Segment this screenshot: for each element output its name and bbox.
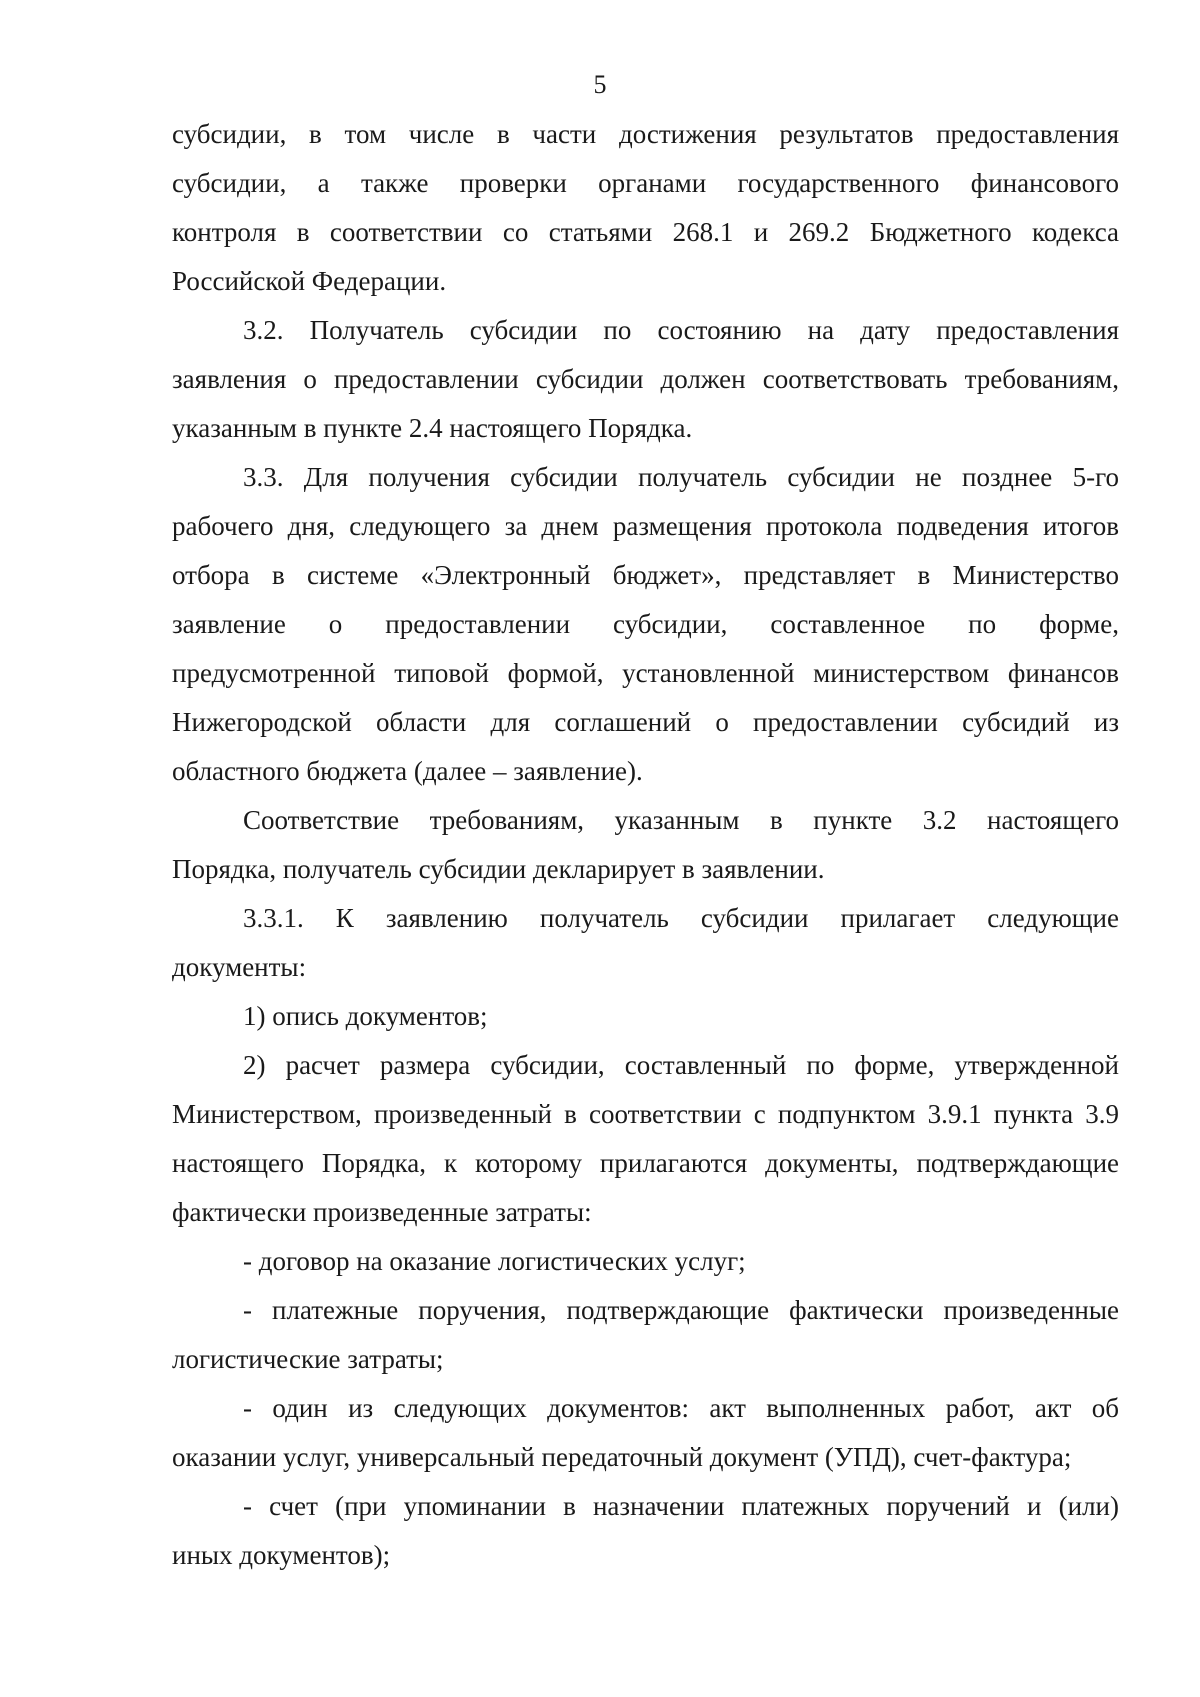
dash-item-payments bbox=[172, 1286, 1119, 1384]
text-line: отбора в системе «Электронный бюджет», представляет в Министерство bbox=[172, 560, 1119, 590]
paragraph-compliance bbox=[172, 796, 1119, 894]
text-line: субсидии, в том числе в части достижения результатов предоставления bbox=[172, 119, 1119, 149]
text-line: Нижегородской области для соглашений о предоставлении субсидий из bbox=[172, 707, 1119, 737]
text-line: предусмотренной типовой формой, установленной министерством финансов bbox=[172, 658, 1119, 688]
text-line: областного бюджета (далее – заявление). bbox=[172, 756, 643, 786]
text-line: - договор на оказание логистических услуг; bbox=[243, 1246, 746, 1276]
page-number: 5 bbox=[593, 70, 607, 99]
text-line: Соответствие требованиям, указанным в пункте 3.2 настоящего bbox=[243, 805, 1119, 835]
text-line: субсидии, а также проверки органами государственного финансового bbox=[172, 168, 1119, 198]
text-line: Министерством, произведенный в соответствии с подпунктом 3.9.1 пункта 3.9 bbox=[172, 1099, 1119, 1129]
text-line: - платежные поручения, подтверждающие фактически произведенные bbox=[243, 1295, 1119, 1325]
text-line: настоящего Порядка, к которому прилагаются документы, подтверждающие bbox=[172, 1148, 1119, 1178]
text-line: 3.3.1. К заявлению получатель субсидии прилагает следующие bbox=[243, 903, 1119, 933]
dash-item-contract bbox=[172, 1237, 1119, 1286]
text-line: - один из следующих документов: акт выполненных работ, акт об bbox=[243, 1393, 1119, 1423]
text-line: Порядка, получатель субсидии декларирует в заявлении. bbox=[172, 854, 825, 884]
paragraph-3-3-1 bbox=[172, 894, 1119, 992]
paragraph-continuation bbox=[172, 110, 1119, 306]
text-line: 2) расчет размера субсидии, составленный по форме, утвержденной bbox=[243, 1050, 1119, 1080]
text-line: 3.2. Получатель субсидии по состоянию на дату предоставления bbox=[243, 315, 1119, 345]
text-line: контроля в соответствии со статьями 268.1 и 269.2 Бюджетного кодекса bbox=[172, 217, 1119, 247]
paragraph-3-2 bbox=[172, 306, 1119, 453]
document-body bbox=[172, 110, 1119, 1580]
text-line: заявление о предоставлении субсидии, составленное по форме, bbox=[172, 609, 1119, 639]
text-line: - счет (при упоминании в назначении платежных поручений и (или) bbox=[243, 1491, 1119, 1521]
text-line: 1) опись документов; bbox=[243, 1001, 488, 1031]
dash-item-invoice bbox=[172, 1482, 1119, 1580]
text-line: 3.3. Для получения субсидии получатель субсидии не позднее 5-го bbox=[243, 462, 1119, 492]
list-item-2 bbox=[172, 1041, 1119, 1237]
text-line: фактически произведенные затраты: bbox=[172, 1197, 592, 1227]
text-line: документы: bbox=[172, 952, 307, 982]
dash-item-acts bbox=[172, 1384, 1119, 1482]
text-line: рабочего дня, следующего за днем размещения протокола подведения итогов bbox=[172, 511, 1119, 541]
list-item-1 bbox=[172, 992, 1119, 1041]
text-line: логистические затраты; bbox=[172, 1344, 444, 1374]
text-line: Российской Федерации. bbox=[172, 266, 447, 296]
text-line: заявления о предоставлении субсидии должен соответствовать требованиям, bbox=[172, 364, 1119, 394]
text-line: иных документов); bbox=[172, 1540, 391, 1570]
text-line: указанным в пункте 2.4 настоящего Порядка. bbox=[172, 413, 693, 443]
text-line: оказании услуг, универсальный передаточный документ (УПД), счет-фактура; bbox=[172, 1442, 1072, 1472]
paragraph-3-3 bbox=[172, 453, 1119, 796]
